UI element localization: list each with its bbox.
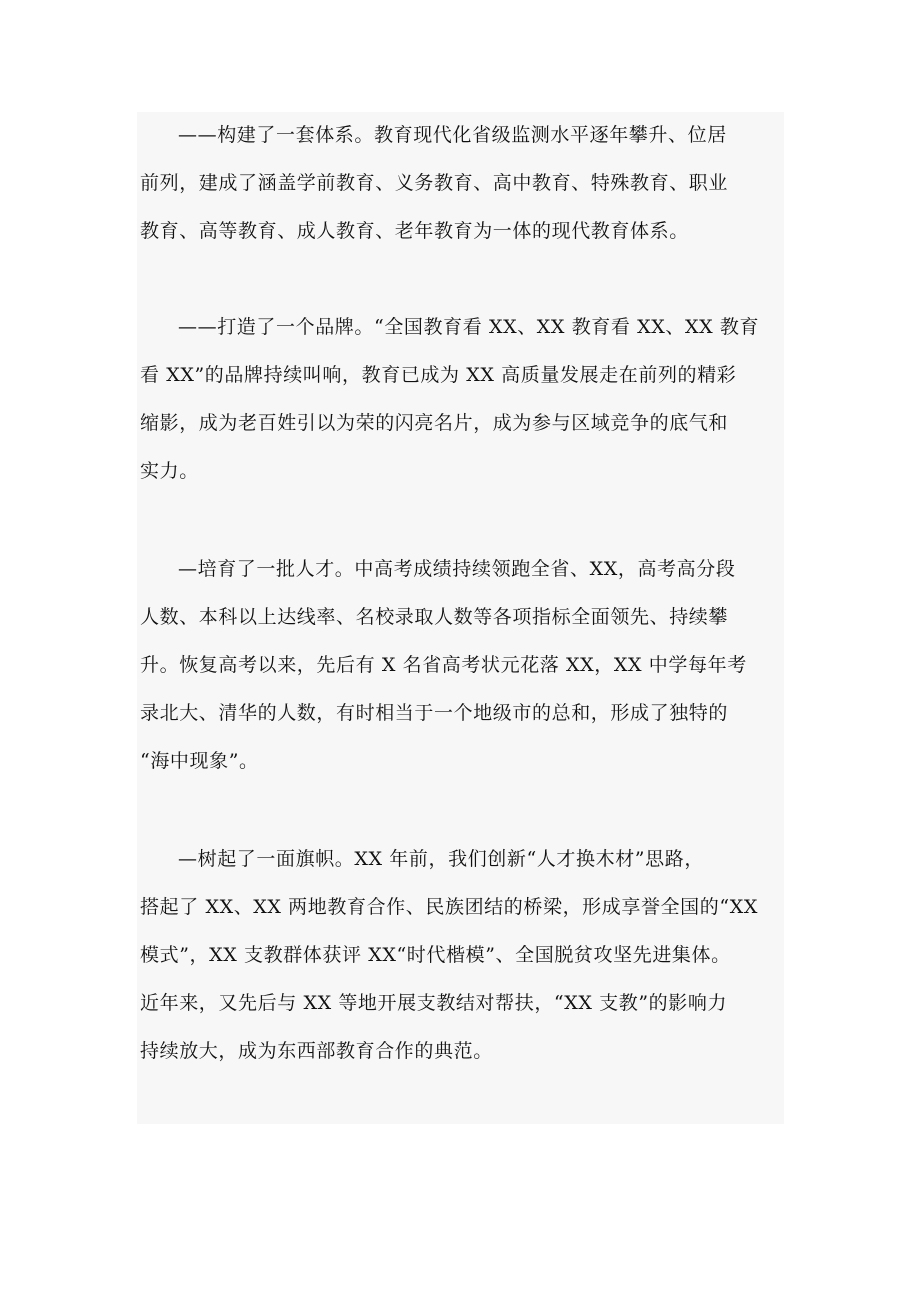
- paragraph-line: 近年来，又先后与 XX 等地开展支教结对帮扶，“XX 支教”的影响力: [140, 992, 728, 1014]
- paragraph-line: —树起了一面旗帜。XX 年前，我们创新“人才换木材”思路，: [178, 848, 704, 870]
- paragraph-brand: [140, 303, 790, 495]
- paragraph-banner: [140, 835, 790, 1075]
- paragraph-line: 模式”，XX 支教群体获评 XX“时代楷模”、全国脱贫攻坚先进集体。: [140, 944, 731, 966]
- paragraph-line: 录北大、清华的人数，有时相当于一个地级市的总和，形成了独特的: [140, 702, 729, 724]
- paragraph-system: [140, 111, 790, 255]
- paragraph-line: 缩影，成为老百姓引以为荣的闪亮名片，成为参与区域竞争的底气和: [140, 412, 729, 434]
- paragraph-line: —培育了一批人才。中高考成绩持续领跑全省、XX，高考高分段: [178, 558, 736, 580]
- paragraph-line: 人数、本科以上达线率、名校录取人数等各项指标全面领先、持续攀: [140, 606, 729, 628]
- paragraph-line: 实力。: [140, 460, 199, 482]
- paragraph-line: 看 XX”的品牌持续叫响，教育已成为 XX 高质量发展走在前列的精彩: [140, 364, 737, 386]
- paragraph-line: 持续放大，成为东西部教育合作的典范。: [140, 1040, 493, 1062]
- paragraph-line: ——构建了一套体系。教育现代化省级监测水平逐年攀升、位居: [178, 124, 727, 146]
- paragraph-line: 升。恢复高考以来，先后有 X 名省高考状元花落 XX，XX 中学每年考: [140, 654, 747, 676]
- paragraph-line: 搭起了 XX、XX 两地教育合作、民族团结的桥梁，形成享誉全国的“XX: [140, 896, 758, 918]
- paragraph-line: ——打造了一个品牌。“全国教育看 XX、XX 教育看 XX、XX 教育: [178, 316, 760, 338]
- paragraph-line: 前列，建成了涵盖学前教育、义务教育、高中教育、特殊教育、职业: [140, 172, 729, 194]
- paragraph-line: “海中现象”。: [140, 750, 259, 772]
- paragraph-line: 教育、高等教育、成人教育、老年教育为一体的现代教育体系。: [140, 220, 689, 242]
- paragraph-talent: [140, 545, 790, 785]
